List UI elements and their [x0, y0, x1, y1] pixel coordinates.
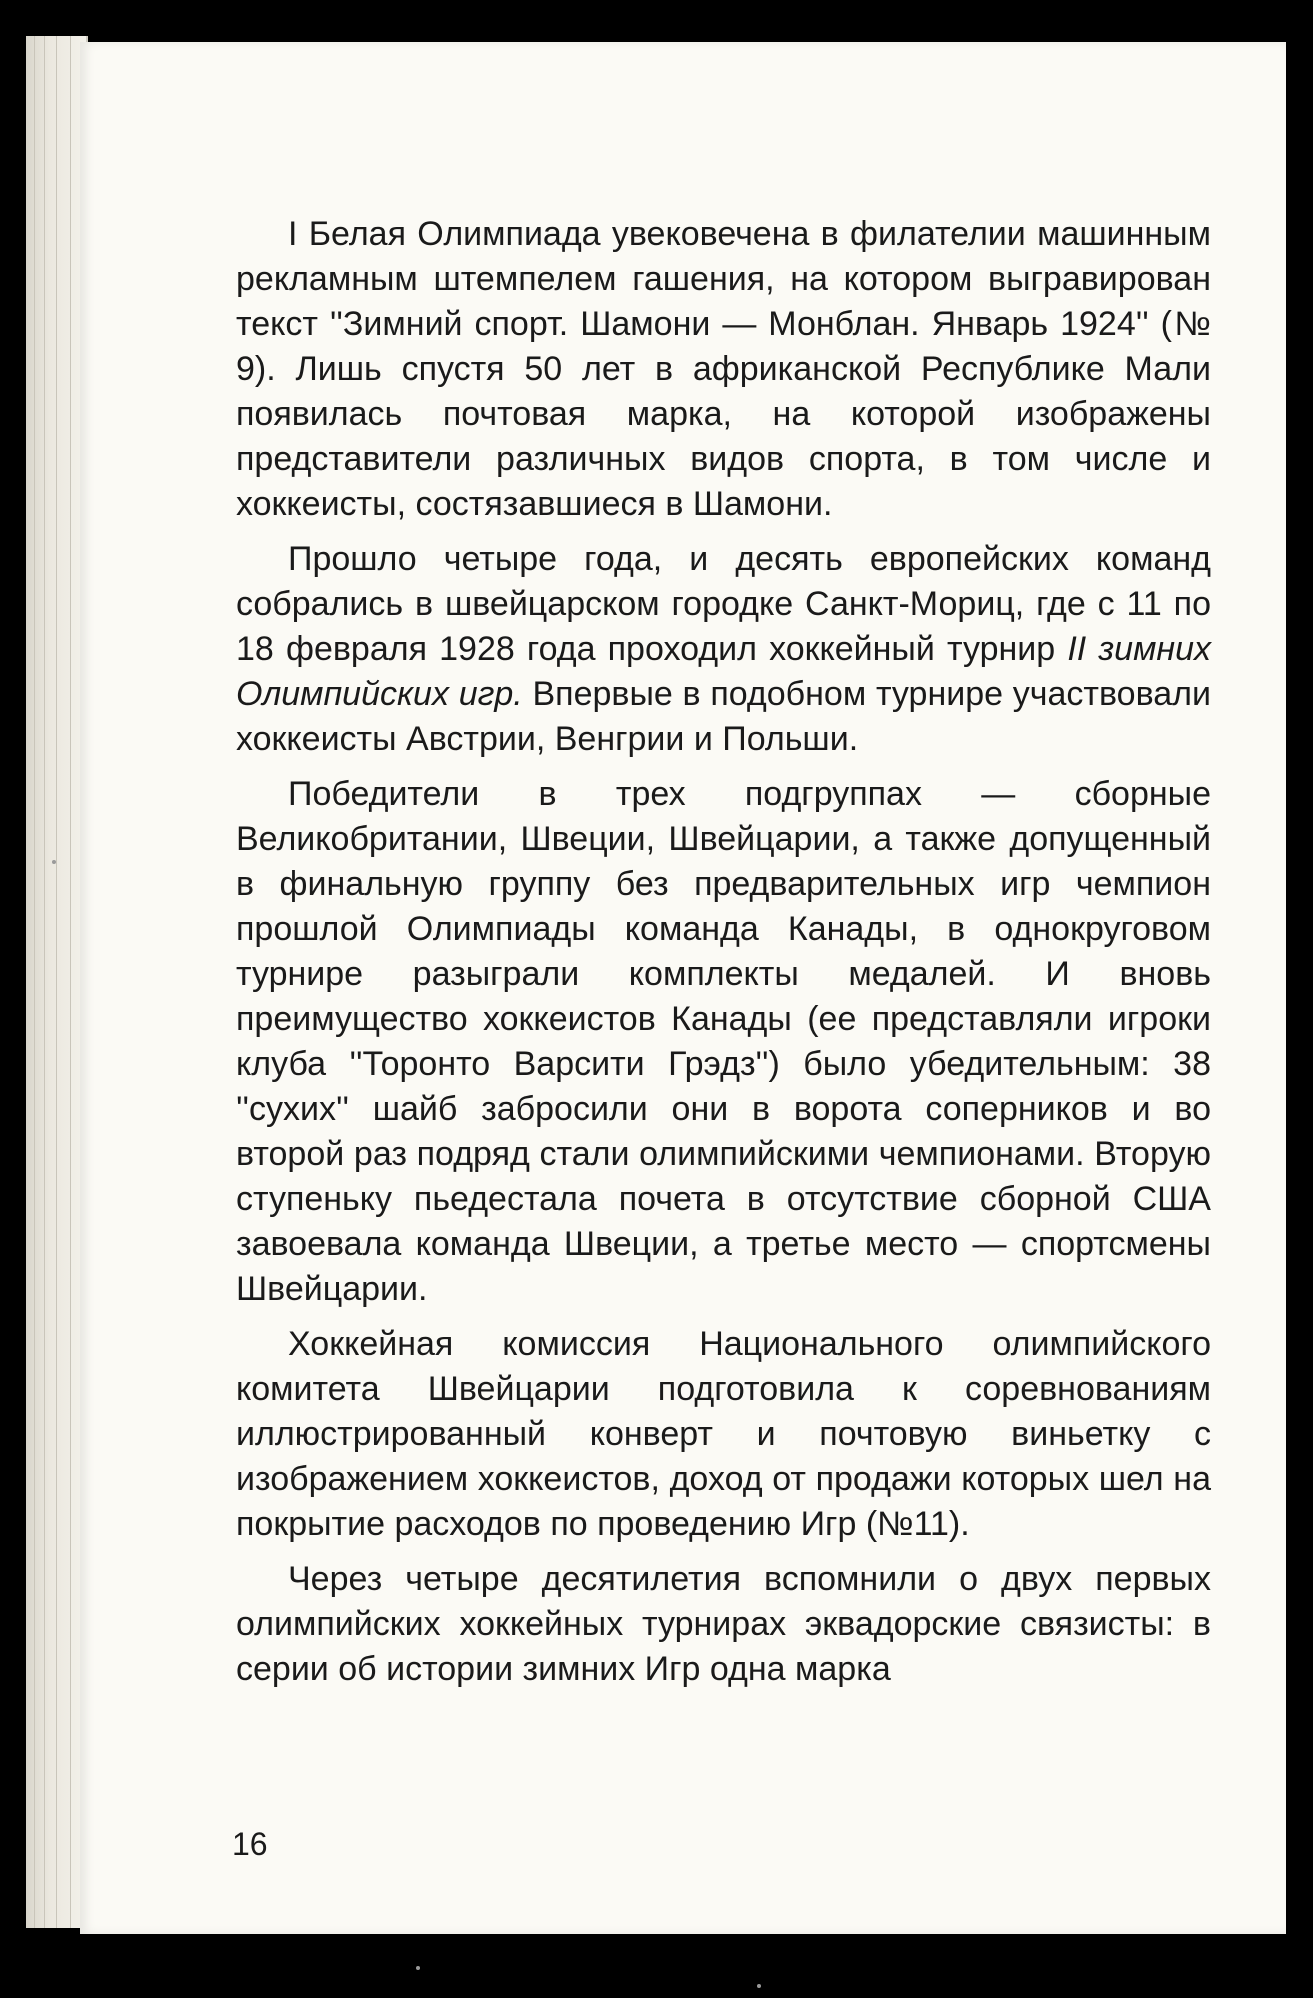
italic-phrase: II зимних Олимпийских игр.: [236, 630, 1211, 713]
body-text: [236, 212, 1211, 1692]
paper-speck: [52, 860, 56, 864]
paragraph: Победители в трех подгруппах — сборные Великобритании, Швеции, Швейцарии, а также допущенный в финальную группу без предварительных игр чемпион прошлой Олимпиады команда Канады, в однокруговом турнире разыграли комплекты медалей. И вновь преимущество хоккеистов Канады (ее представляли игроки клуба ''Торонто Варсити Грэдз'') было убедительным: 38 ''сухих'' шайб забросили они в ворота соперников и во второй раз подряд стали олимпийскими чемпионами. Вторую ступеньку пьедестала почета в отсутствие сборной США завоевала команда Швеции, а третье место — спортсмены Швейцарии.: [236, 775, 1211, 1308]
paragraph: I Белая Олимпиада увековечена в филателии машинным рекламным штемпелем гашения, на котором выгравирован текст ''Зимний спорт. Шамони — Монблан. Январь 1924'' (№ 9). Лишь спустя 50 лет в африканской Республике Мали появилась почтовая марка, на которой изображены представители различных видов спорта, в том числе и хоккеисты, состязавшиеся в Шамони.: [236, 215, 1211, 523]
page-edge-line: [56, 36, 57, 1928]
paragraph-text: Впервые в подобном турнире участвовали хоккеисты Австрии, Венгрии и Польши.: [236, 675, 1211, 758]
paragraph: Через четыре десятилетия вспомнили о двух первых олимпийских хоккейных турнирах эквадорские связисты: в серии об истории зимних Игр одна марка: [236, 1560, 1211, 1688]
paper-speck: [416, 1966, 420, 1970]
page-edge-line: [44, 36, 45, 1928]
paragraph-text: Прошло четыре года, и десять европейских команд собрались в швейцарском городке Санкт-Мориц, где с 11 по 18 февраля 1928 года проходил хоккейный турнир: [236, 540, 1211, 668]
page-number: 16: [232, 1826, 268, 1862]
paragraph: Хоккейная комиссия Национального олимпийского комитета Швейцарии подготовила к соревнованиям иллюстрированный конверт и почтовую виньетку с изображением хоккеистов, доход от продажи которых шел на покрытие расходов по проведению Игр (№11).: [236, 1325, 1211, 1543]
paragraph: [236, 537, 1211, 762]
page-edge-line: [34, 36, 35, 1928]
paper-speck: [757, 1984, 761, 1988]
page-edge-line: [70, 36, 71, 1928]
page-edges: [26, 36, 88, 1928]
